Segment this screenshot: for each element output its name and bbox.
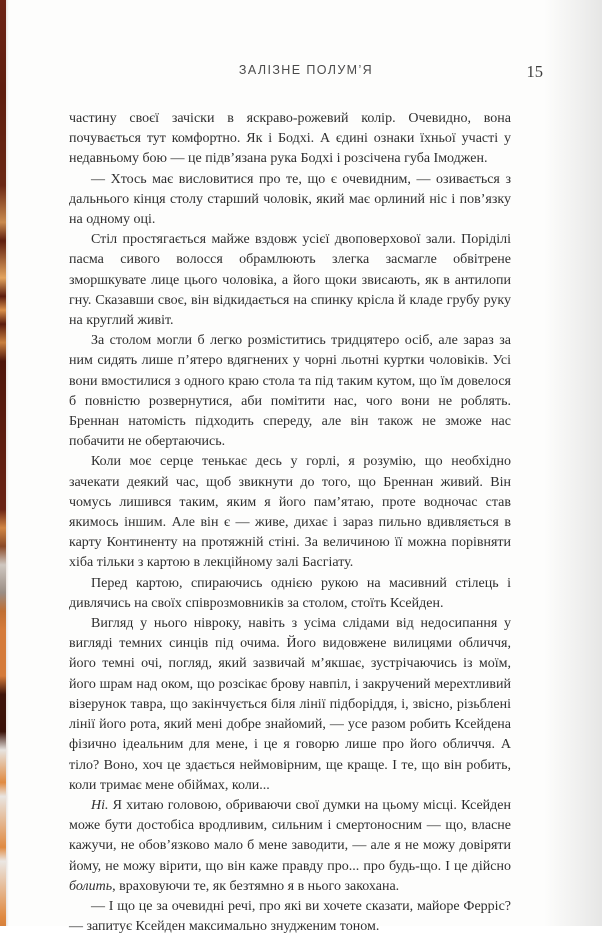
page-number: 15 — [526, 62, 543, 81]
paragraph: Вигляд у нього нівроку, навіть з усіма слідами від недосипання у вигляді темних синців під очима. Його видовжене вилицями обличчя, його темні очі, погляд, який зазвичай м’якшає, зустрічаючись із моїм, його шрам над оком, що розсікає брову навпіл, і закручений мерехтливий візерунок тавра, що закінчується біля лінії підборіддя, і, звісно, різьблені лінії його рота, який мені добре знайомий, — усе разом робить Ксейдена фізично ідеальним для мене, і це я говорю лише про його обличчя. А тіло? Воно, хоч це здається неймовірним, ще краще. І те, що він робить, коли тримає мене обіймах, коли... — [69, 616, 511, 793]
paragraph: Ні. Я хитаю головою, обриваючи свої думки на цьому місці. Ксейден може бути достобіса вродливим, сильним і смертоносним — що, власне кажучи, не обов’язково мало б мене заводити, — але я не можу довіряти йому, не можу вірити, що він каже правду про... про будь-що. І це дійсно болить, враховуючи те, як безтямно я в нього закохана. — [69, 797, 511, 894]
page-body — [69, 109, 511, 937]
paragraph: Стіл простягається майже вздовж усієї двоповерхової зали. Поріділі пасма сивого волосся обрамлюють злегка засмагле обвітрене зморшкувате лице цього чоловіка, а його щоки звисають, як в антилопи гну. Сказавши своє, він відкидається на спинку крісла й кладе грубу руку на круглий живіт. — [69, 232, 511, 329]
paragraph: частину своєї зачіски в яскраво-рожевий колір. Очевидно, вона почувається тут комфортно. Як і Бодхі. А єдині ознаки їхньої участі у недавньому бою — це підв’язана рука Бодхі і розсічена губа Імоджен. — [69, 111, 511, 167]
paragraph: Перед картою, спираючись однією рукою на масивний стілець і дивлячись на своїх співрозмовників за столом, стоїть Ксейден. — [69, 575, 511, 611]
running-head-title: ЗАЛІЗНЕ ПОЛУМ’Я — [238, 63, 374, 77]
paragraph: За столом могли б легко розміститись тридцятеро осіб, але зараз за ним сидять лише п’ятеро вдягнених у чорні льотні куртки чоловіків. Усі вони вмостилися з одного краю стола та під таким кутом, що їм довелося б повністю розвернутися, аби помітити нас, чого вони не роблять. Бреннан натомість підходить спереду, але він також не зможе нас побачити не обертаючись. — [69, 333, 511, 450]
paragraph: — Хтось має висловитися про те, що є очевидним, — озивається з дальнього кінця столу старший чоловік, який має орлиний ніс і пов’язку на одному оці. — [69, 171, 511, 228]
spine-page-gap — [6, 0, 9, 926]
paragraph: — І що це за очевидні речі, про які ви хочете сказати, майоре Ферріс? — запитує Ксейден максимально знудженим тоном. — [69, 898, 511, 935]
paragraph: Коли моє серце тенькає десь у горлі, я розумію, що необхідно зачекати деякий час, щоб звикнути до того, що Бреннан живий. Він чомусь лишився таким, яким я його пам’ятаю, проте водночас став якимось іншим. Але він є — живе, дихає і зараз пильно вдивляється в карту Континенту на протяжній стіні. За величиною її можна порівняти хіба тільки з картою в лекційному залі Басгіату. — [69, 454, 511, 571]
page-header — [69, 62, 543, 82]
